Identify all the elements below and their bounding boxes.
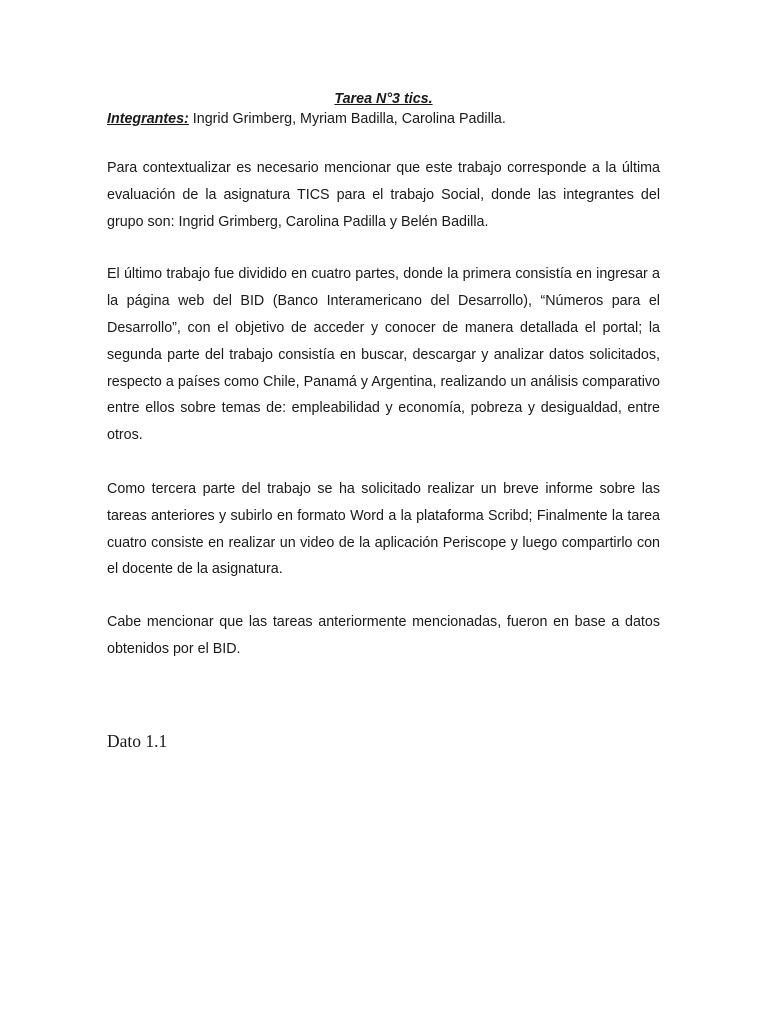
members-line	[107, 109, 660, 129]
section-heading: Dato 1.1	[107, 731, 168, 751]
members-value: Ingrid Grimberg, Myriam Badilla, Carolina Padilla.	[188, 111, 506, 127]
document-title: Tarea N°3 tics.	[334, 91, 433, 107]
members-label: Integrantes:	[107, 111, 189, 127]
paragraph-data-source: Cabe mencionar que las tareas anteriormente mencionadas, fueron en base a datos obtenidos por el BID.	[107, 614, 660, 657]
paragraph-context: Para contextualizar es necesario mencionar que este trabajo corresponde a la última evaluación de la asignatura TICS para el trabajo Social, donde las integrantes del grupo son: Ingrid Grimberg, Carolina Padilla y Belén Badilla.	[107, 160, 660, 230]
document-body	[107, 89, 660, 663]
paragraph-third-part: Como tercera parte del trabajo se ha solicitado realizar un breve informe sobre las tareas anteriores y subirlo en formato Word a la plataforma Scribd; Finalmente la tarea cuatro consiste en realizar un video de la aplicación Periscope y luego compartirlo con el docente de la asignatura.	[107, 480, 660, 578]
paragraph-work-parts: El último trabajo fue dividido en cuatro partes, donde la primera consistía en ingresar a la página web del BID (Banco Interamericano del Desarrollo), “Números para el Desarrollo”, con el objetivo de acceder y conocer de manera detallada el portal; la segunda parte del trabajo consistía en buscar, descargar y analizar datos solicitados, respecto a países como Chile, Panamá y Argentina, realizando un análisis comparativo entre ellos sobre temas de: empleabilidad y economía, pobreza y desigualdad, entre otros.	[107, 266, 660, 444]
